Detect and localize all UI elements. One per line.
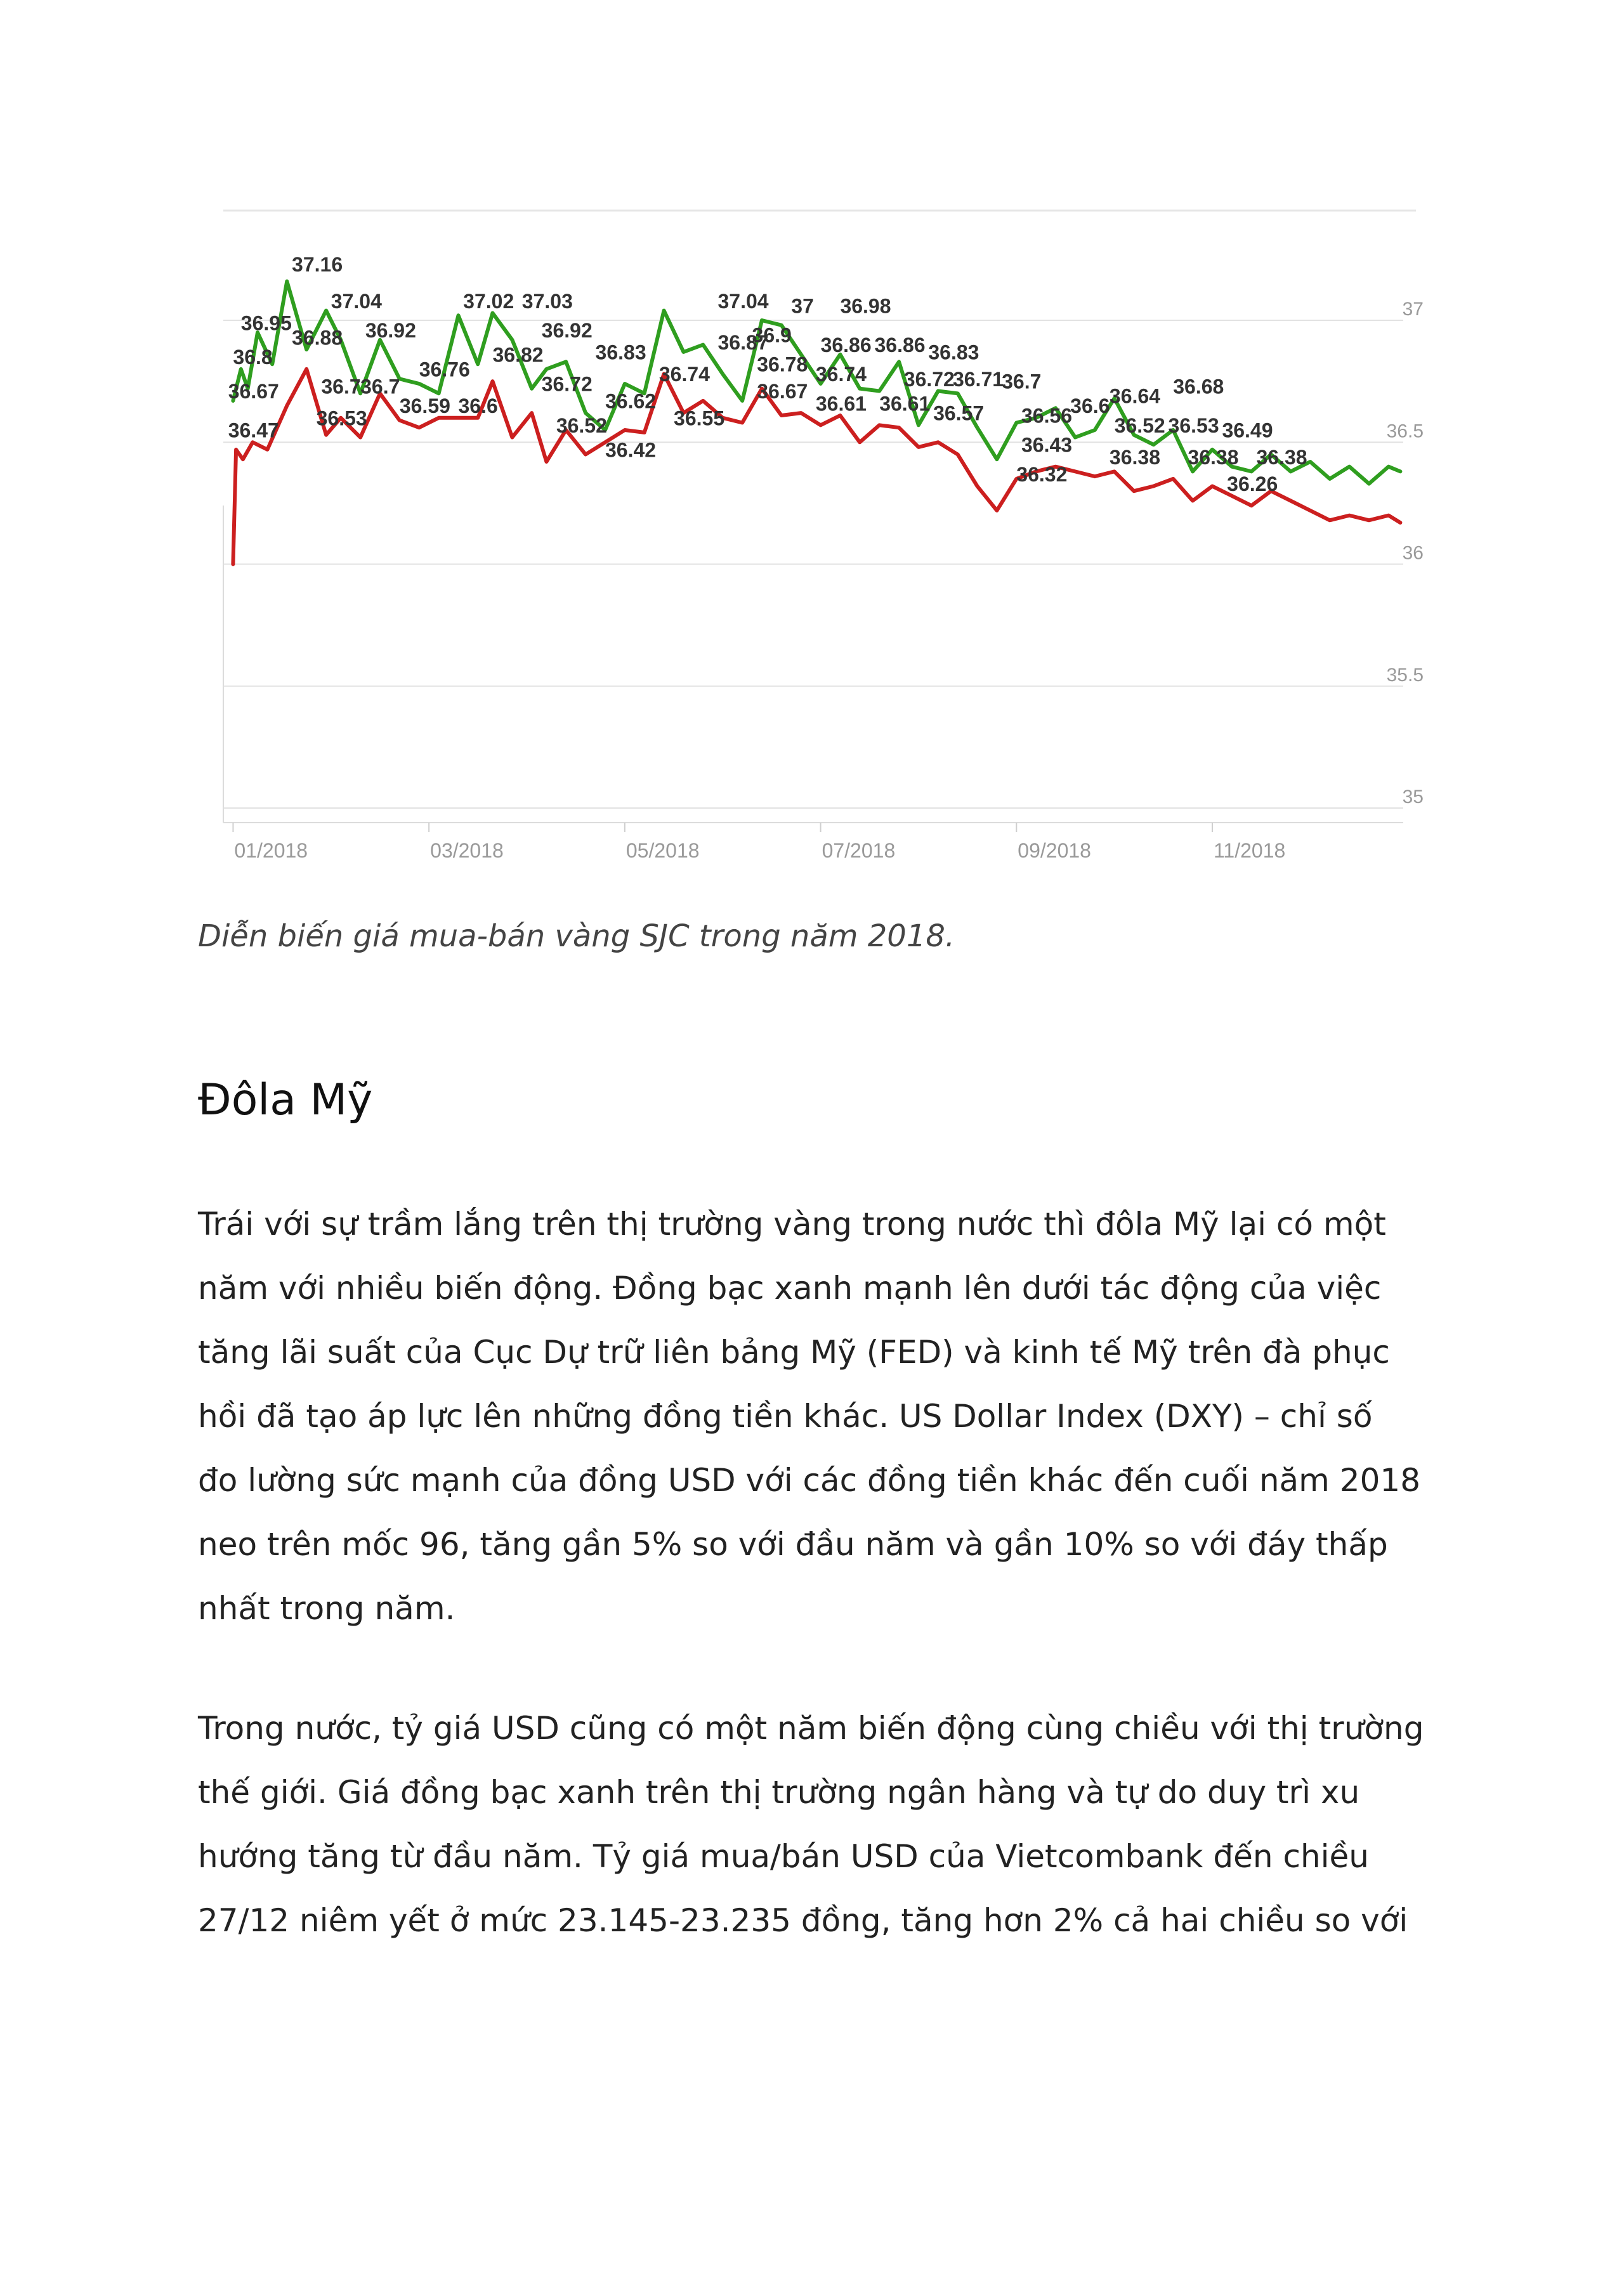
data-label: 36.74 — [658, 363, 710, 386]
data-label: 36.88 — [292, 326, 343, 349]
data-label: 37.04 — [331, 289, 382, 313]
paragraph-line: hướng tăng từ đầu năm. Tỷ giá mua/bán USD của Vietcombank đến chiều — [198, 1838, 1369, 1875]
data-label: 36.68 — [1173, 375, 1224, 398]
data-label: 36.61 — [815, 392, 867, 415]
gold-price-chart — [198, 204, 1429, 889]
x-tick-label: 09/2018 — [1018, 839, 1091, 862]
data-label: 36.52 — [1114, 414, 1165, 437]
data-label: 36.38 — [1188, 445, 1239, 469]
y-tick-label: 36 — [1402, 542, 1424, 564]
data-label: 36.95 — [240, 311, 292, 335]
x-tick-label: 11/2018 — [1214, 839, 1286, 862]
data-label: 36.55 — [674, 407, 725, 430]
y-tick-label: 35.5 — [1386, 664, 1424, 686]
data-label: 36.72 — [541, 372, 593, 396]
paragraph-1 — [198, 1192, 1441, 1641]
x-tick-label: 05/2018 — [625, 839, 700, 862]
data-label: 36.61 — [879, 392, 931, 415]
data-label: 37.02 — [463, 289, 514, 313]
paragraph-line: neo trên mốc 96, tăng gần 5% so với đầu năm và gần 10% so với đáy thấp — [198, 1526, 1388, 1563]
data-label: 36.76 — [419, 358, 470, 381]
data-label: 36.59 — [399, 395, 450, 418]
y-tick-label: 35 — [1402, 786, 1424, 807]
data-label: 36.72 — [903, 367, 955, 391]
data-label: 36.7 — [321, 375, 361, 398]
data-label: 36.26 — [1227, 473, 1278, 496]
data-label: 36.92 — [541, 318, 593, 342]
data-label: 36.67 — [757, 380, 808, 403]
data-label: 36.49 — [1222, 419, 1273, 442]
y-tick-label: 37 — [1402, 299, 1424, 320]
data-label: 36.98 — [840, 294, 891, 318]
data-label: 36.32 — [1016, 462, 1068, 486]
section-heading: Đôla Mỹ — [198, 1075, 373, 1125]
x-tick-label: 03/2018 — [430, 839, 504, 862]
data-label: 36.86 — [820, 333, 872, 356]
data-label: 36.92 — [365, 318, 416, 342]
data-label: 36.83 — [595, 341, 646, 364]
paragraph-line: đo lường sức mạnh của đồng USD với các đồng tiền khác đến cuối năm 2018 — [198, 1462, 1421, 1499]
chart-caption: Diễn biến giá mua-bán vàng SJC trong năm 2018. — [198, 918, 955, 954]
y-tick-label: 36.5 — [1386, 421, 1424, 442]
x-tick-label: 01/2018 — [234, 839, 308, 862]
data-label: 36.53 — [316, 407, 367, 430]
data-label: 36.47 — [228, 419, 279, 442]
data-label: 36.62 — [605, 389, 657, 413]
x-tick-label: 07/2018 — [822, 839, 896, 862]
data-label: 36.74 — [815, 363, 867, 386]
data-label: 36.78 — [757, 353, 808, 376]
gold-price-chart-svg — [198, 204, 1429, 889]
data-label: 36.82 — [492, 343, 544, 367]
paragraph-line: 27/12 niêm yết ở mức 23.145-23.235 đồng, tăng hơn 2% cả hai chiều so với — [198, 1902, 1408, 1939]
paragraph-2 — [198, 1697, 1441, 1953]
data-label: 36.7 — [1002, 370, 1042, 393]
paragraph-line: Trong nước, tỷ giá USD cũng có một năm biến động cùng chiều với thị trường — [198, 1710, 1424, 1747]
paragraph-line: tăng lãi suất của Cục Dự trữ liên bảng Mỹ (FED) và kinh tế Mỹ trên đà phục — [198, 1334, 1390, 1371]
paragraph-line: Trái với sự trầm lắng trên thị trường vàng trong nước thì đôla Mỹ lại có một — [198, 1206, 1386, 1243]
data-label: 36.7 — [360, 375, 400, 398]
data-label: 36.56 — [1021, 404, 1073, 427]
data-label: 36.38 — [1256, 445, 1307, 469]
data-label: 36.52 — [556, 414, 607, 437]
data-label: 36.86 — [874, 333, 926, 356]
data-label: 36.6 — [1070, 395, 1110, 418]
paragraph-line: năm với nhiều biến động. Đồng bạc xanh mạnh lên dưới tác động của việc — [198, 1270, 1382, 1307]
data-label: 36.42 — [605, 438, 657, 462]
paragraph-line: hồi đã tạo áp lực lên những đồng tiền khác. US Dollar Index (DXY) – chỉ số — [198, 1398, 1373, 1435]
paragraph-line: nhất trong năm. — [198, 1590, 455, 1627]
data-label: 36.9 — [752, 323, 792, 347]
data-label: 36.43 — [1021, 433, 1073, 457]
data-label: 37.04 — [717, 289, 769, 313]
data-label: 36.6 — [458, 395, 498, 418]
data-label: 37.16 — [292, 253, 343, 277]
data-label: 36.38 — [1109, 445, 1161, 469]
data-label: 36.57 — [933, 401, 985, 425]
data-label: 37.03 — [521, 289, 573, 313]
data-label: 36.67 — [228, 380, 279, 403]
data-label: 37 — [791, 294, 814, 318]
data-label: 36.64 — [1109, 384, 1161, 408]
data-label: 36.83 — [928, 341, 979, 364]
paragraph-line: thế giới. Giá đồng bạc xanh trên thị trường ngân hàng và tự do duy trì xu — [198, 1774, 1360, 1811]
data-label: 36.53 — [1168, 414, 1219, 437]
data-label: 36.71 — [952, 367, 1004, 391]
data-label: 36.8 — [233, 346, 273, 369]
data-label: 36.87 — [717, 331, 769, 355]
